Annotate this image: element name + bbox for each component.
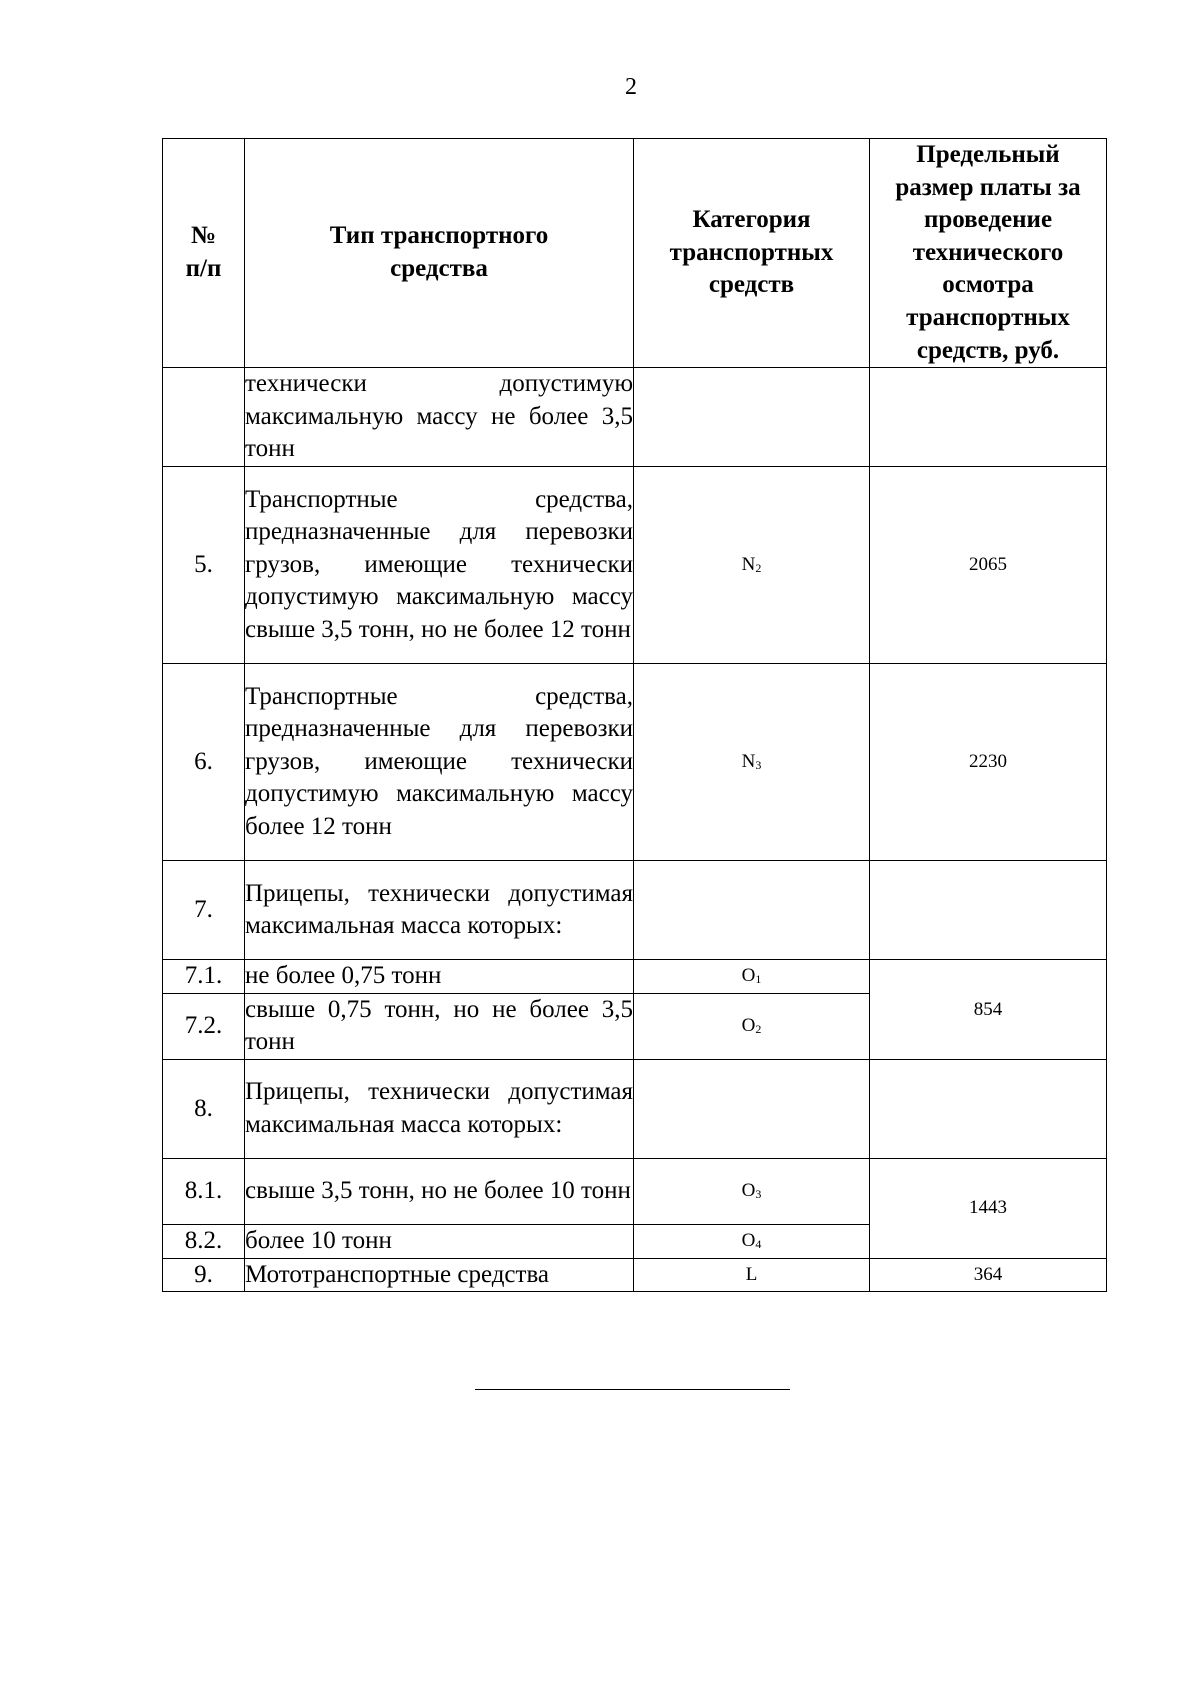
category-index: 3 xyxy=(755,1187,762,1202)
table-row xyxy=(163,664,1107,861)
page-number: 2 xyxy=(625,74,637,100)
row-price: 1443 xyxy=(870,1158,1107,1258)
table-row xyxy=(163,960,1107,994)
table-row xyxy=(163,368,1107,467)
row-description: Транспортные средства, предназначенные для перевозки грузов, имеющие технически допустимую максимальную массу более 12 тонн xyxy=(245,664,634,861)
row-category xyxy=(634,368,870,467)
row-number: 7. xyxy=(163,861,245,960)
row-description: свыше 3,5 тонн, но не более 10 тонн xyxy=(245,1158,634,1224)
row-number: 6. xyxy=(163,664,245,861)
table-row xyxy=(163,467,1107,664)
row-category xyxy=(634,861,870,960)
row-description: Прицепы, технически допустимая максимальная масса которых: xyxy=(245,1059,634,1158)
category-letter: N xyxy=(741,554,756,576)
category-letter: N xyxy=(741,751,756,773)
row-price: 854 xyxy=(870,960,1107,1060)
row-description: Транспортные средства, предназначенные для перевозки грузов, имеющие технически допустимую максимальную массу свыше 3,5 тонн, но не более 12 тонн xyxy=(245,467,634,664)
row-category xyxy=(634,1059,870,1158)
row-category xyxy=(634,960,870,994)
header-type: Тип транспортного средства xyxy=(245,139,634,368)
category-letter: O xyxy=(741,1015,756,1037)
row-price xyxy=(870,861,1107,960)
row-description: не более 0,75 тонн xyxy=(245,960,634,994)
row-number: 8.1. xyxy=(163,1158,245,1224)
row-category xyxy=(634,1224,870,1258)
row-description: свыше 0,75 тонн, но не более 3,5 тонн xyxy=(245,993,634,1059)
row-category xyxy=(634,467,870,664)
row-number: 5. xyxy=(163,467,245,664)
row-description: Прицепы, технически допустимая максимальная масса которых: xyxy=(245,861,634,960)
row-category xyxy=(634,993,870,1059)
table-header-row xyxy=(163,139,1107,368)
row-number: 8. xyxy=(163,1059,245,1158)
row-number: 7.2. xyxy=(163,993,245,1059)
category-index: 4 xyxy=(755,1237,762,1252)
header-num: № п/п xyxy=(163,139,245,368)
category-index: 3 xyxy=(755,758,762,773)
header-price: Предельный размер платы за проведение технического осмотра транспортных средств, руб. xyxy=(870,139,1107,368)
row-category xyxy=(634,664,870,861)
category-letter: O xyxy=(741,1230,756,1252)
header-category: Категория транспортных средств xyxy=(634,139,870,368)
end-of-document-rule xyxy=(475,1389,790,1390)
row-price: 2065 xyxy=(870,467,1107,664)
row-description: более 10 тонн xyxy=(245,1224,634,1258)
row-number: 8.2. xyxy=(163,1224,245,1258)
category-letter: O xyxy=(741,965,756,987)
row-number: 7.1. xyxy=(163,960,245,994)
table-row xyxy=(163,1258,1107,1292)
row-price xyxy=(870,368,1107,467)
row-category: L xyxy=(634,1258,870,1292)
category-index: 2 xyxy=(755,1022,762,1037)
table-row xyxy=(163,1059,1107,1158)
row-price: 2230 xyxy=(870,664,1107,861)
row-number xyxy=(163,368,245,467)
table-row xyxy=(163,1158,1107,1224)
row-number: 9. xyxy=(163,1258,245,1292)
table-row xyxy=(163,861,1107,960)
fee-table xyxy=(162,138,1107,1292)
row-price xyxy=(870,1059,1107,1158)
category-index: 1 xyxy=(755,972,762,987)
row-category xyxy=(634,1158,870,1224)
category-index: 2 xyxy=(755,561,762,576)
row-description: Мототранспортные средства xyxy=(245,1258,634,1292)
category-letter: O xyxy=(741,1180,756,1202)
row-price: 364 xyxy=(870,1258,1107,1292)
row-description: технически допустимую максимальную массу не более 3,5 тонн xyxy=(245,368,634,467)
